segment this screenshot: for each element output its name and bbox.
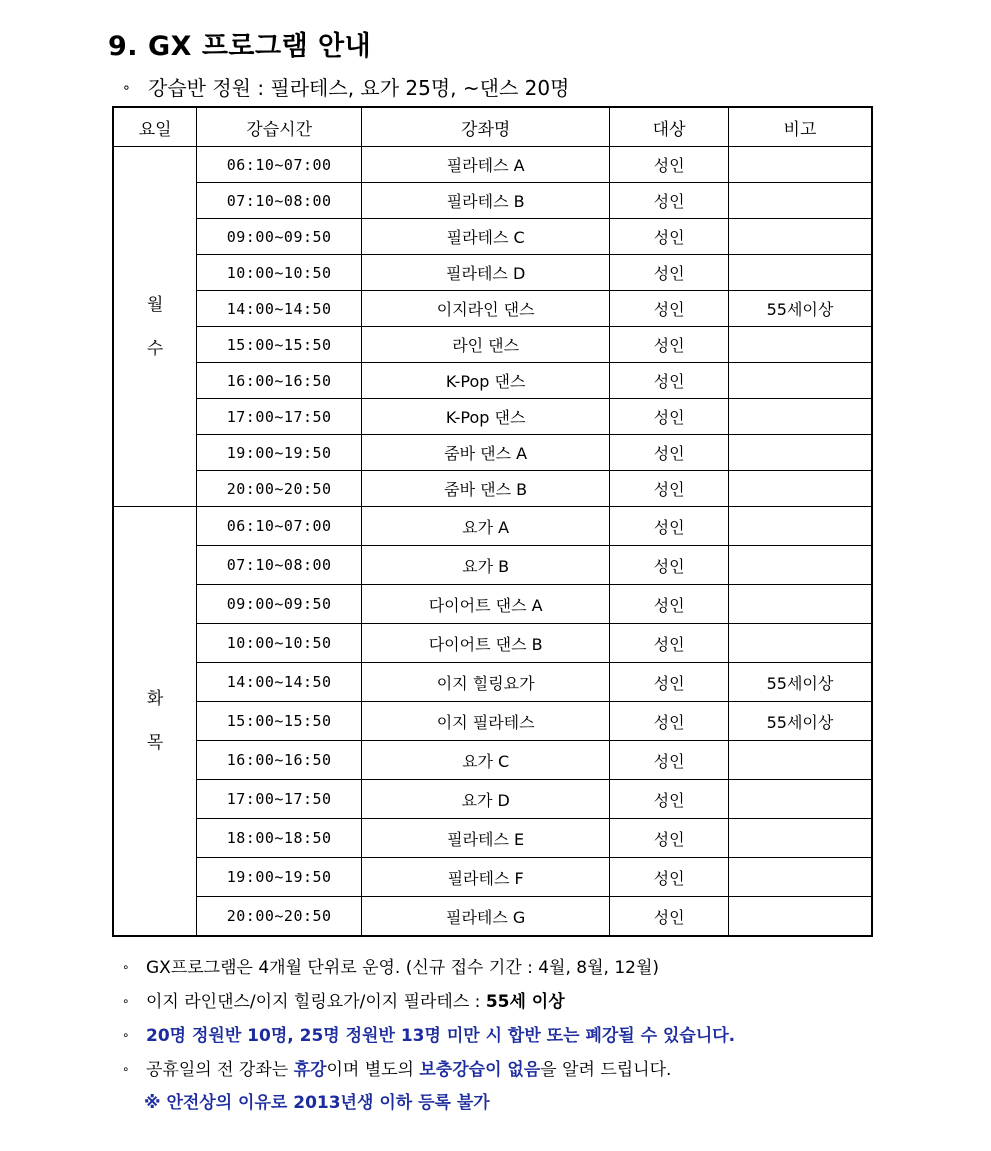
note-holiday-e: 을 알려 드립니다.: [540, 1060, 672, 1080]
time-cell: 15:00~15:50: [197, 327, 362, 363]
target-cell: 성인: [610, 858, 729, 897]
target-cell: 성인: [610, 702, 729, 741]
course-cell: 요가 B: [362, 546, 610, 585]
note-cell: [728, 327, 872, 363]
time-cell: 14:00~14:50: [197, 663, 362, 702]
time-cell: 15:00~15:50: [197, 702, 362, 741]
target-cell: 성인: [610, 147, 729, 183]
note-holiday-closed: 휴강: [293, 1060, 327, 1080]
note-cell: 55세이상: [728, 702, 872, 741]
time-cell: 19:00~19:50: [197, 435, 362, 471]
course-cell: 필라테스 B: [362, 183, 610, 219]
course-cell: 이지라인 댄스: [362, 291, 610, 327]
header-note: 비고: [728, 107, 872, 147]
target-cell: 성인: [610, 507, 729, 546]
note-age-limit: 55세 이상: [485, 992, 565, 1012]
course-cell: 필라테스 G: [362, 897, 610, 937]
note-cell: [728, 255, 872, 291]
table-row: [113, 819, 872, 858]
target-cell: 성인: [610, 219, 729, 255]
note-cell: [728, 435, 872, 471]
capacity-text: 강습반 정원 : 필라테스, 요가 25명, ~댄스 20명: [148, 76, 570, 100]
course-cell: 필라테스 F: [362, 858, 610, 897]
section-heading: 9. GX 프로그램 안내: [108, 31, 372, 62]
day-cell: 화 목: [113, 507, 197, 937]
note-easy-classes-text: 이지 라인댄스/이지 힐링요가/이지 필라테스 :: [146, 992, 486, 1012]
note-cell: [728, 471, 872, 507]
course-cell: 필라테스 E: [362, 819, 610, 858]
header-course: 강좌명: [362, 107, 610, 147]
course-cell: 이지 힐링요가: [362, 663, 610, 702]
target-cell: 성인: [610, 663, 729, 702]
table-row: [113, 741, 872, 780]
time-cell: 06:10~07:00: [197, 507, 362, 546]
table-row: [113, 858, 872, 897]
table-row: [113, 546, 872, 585]
course-cell: 요가 A: [362, 507, 610, 546]
header-target: 대상: [610, 107, 729, 147]
time-cell: 20:00~20:50: [197, 471, 362, 507]
note-cell: 55세이상: [728, 663, 872, 702]
target-cell: 성인: [610, 546, 729, 585]
note-cell: [728, 219, 872, 255]
table-row: [113, 663, 872, 702]
target-cell: 성인: [610, 291, 729, 327]
target-cell: 성인: [610, 741, 729, 780]
note-cell: [728, 147, 872, 183]
target-cell: 성인: [610, 585, 729, 624]
table-row: [113, 780, 872, 819]
time-cell: 18:00~18:50: [197, 819, 362, 858]
notes-list: [122, 950, 735, 1120]
table-row: [113, 585, 872, 624]
note-cell: [728, 585, 872, 624]
course-cell: 요가 C: [362, 741, 610, 780]
time-cell: 07:10~08:00: [197, 546, 362, 585]
time-cell: 06:10~07:00: [197, 147, 362, 183]
target-cell: 성인: [610, 435, 729, 471]
note-cell: [728, 858, 872, 897]
capacity-line: [122, 72, 569, 101]
time-cell: 20:00~20:50: [197, 897, 362, 937]
table-row: [113, 327, 872, 363]
note-merge-warning: [122, 1018, 735, 1052]
course-cell: 줌바 댄스 A: [362, 435, 610, 471]
target-cell: 성인: [610, 399, 729, 435]
note-cell: [728, 546, 872, 585]
target-cell: 성인: [610, 255, 729, 291]
table-row: [113, 183, 872, 219]
note-safety-warning: ※ 안전상의 이유로 2013년생 이하 등록 불가: [144, 1093, 490, 1113]
target-cell: 성인: [610, 471, 729, 507]
course-cell: K-Pop 댄스: [362, 399, 610, 435]
note-cell: [728, 780, 872, 819]
table-body: [113, 147, 872, 937]
course-cell: K-Pop 댄스: [362, 363, 610, 399]
bullet-icon: ∘: [122, 1062, 130, 1076]
time-cell: 17:00~17:50: [197, 399, 362, 435]
time-cell: 19:00~19:50: [197, 858, 362, 897]
course-cell: 필라테스 A: [362, 147, 610, 183]
note-cell: [728, 399, 872, 435]
time-cell: 17:00~17:50: [197, 780, 362, 819]
note-cell: [728, 363, 872, 399]
table-row: [113, 507, 872, 546]
table-row: [113, 624, 872, 663]
course-cell: 다이어트 댄스 B: [362, 624, 610, 663]
table-row: [113, 897, 872, 937]
bullet-icon: ∘: [122, 994, 130, 1008]
note-merge-text: 20명 정원반 10명, 25명 정원반 13명 미만 시 합반 또는 폐강될 수 있습니다.: [146, 1026, 736, 1046]
course-cell: 필라테스 D: [362, 255, 610, 291]
schedule-table: [112, 106, 873, 937]
table-row: [113, 291, 872, 327]
note-operation-text: GX프로그램은 4개월 단위로 운영. (신규 접수 기간 : 4월, 8월, 12월): [146, 958, 660, 978]
note-cell: [728, 897, 872, 937]
target-cell: 성인: [610, 183, 729, 219]
note-easy-classes: [122, 984, 735, 1018]
time-cell: 10:00~10:50: [197, 624, 362, 663]
note-holiday-c: 이며 별도의: [326, 1060, 420, 1080]
note-holiday-a: 공휴일의 전 강좌는: [146, 1060, 294, 1080]
note-cell: [728, 624, 872, 663]
header-time: 강습시간: [197, 107, 362, 147]
table-row: [113, 363, 872, 399]
time-cell: 16:00~16:50: [197, 741, 362, 780]
time-cell: 14:00~14:50: [197, 291, 362, 327]
note-holiday-no-makeup: 보충강습이 없음: [419, 1060, 541, 1080]
table-row: [113, 702, 872, 741]
table-row: [113, 147, 872, 183]
note-cell: 55세이상: [728, 291, 872, 327]
time-cell: 07:10~08:00: [197, 183, 362, 219]
table-row: [113, 399, 872, 435]
time-cell: 16:00~16:50: [197, 363, 362, 399]
note-holiday: [122, 1052, 735, 1086]
note-cell: [728, 507, 872, 546]
target-cell: 성인: [610, 624, 729, 663]
table-row: [113, 471, 872, 507]
course-cell: 라인 댄스: [362, 327, 610, 363]
target-cell: 성인: [610, 363, 729, 399]
bullet-icon: ∘: [122, 960, 130, 974]
target-cell: 성인: [610, 897, 729, 937]
course-cell: 다이어트 댄스 A: [362, 585, 610, 624]
table-row: [113, 255, 872, 291]
time-cell: 09:00~09:50: [197, 585, 362, 624]
day-cell: 월 수: [113, 147, 197, 507]
note-operation: [122, 950, 735, 984]
time-cell: 09:00~09:50: [197, 219, 362, 255]
course-cell: 이지 필라테스: [362, 702, 610, 741]
time-cell: 10:00~10:50: [197, 255, 362, 291]
note-cell: [728, 819, 872, 858]
table-row: [113, 219, 872, 255]
note-cell: [728, 741, 872, 780]
target-cell: 성인: [610, 780, 729, 819]
header-day: 요일: [113, 107, 197, 147]
course-cell: 요가 D: [362, 780, 610, 819]
course-cell: 줌바 댄스 B: [362, 471, 610, 507]
table-header-row: [113, 107, 872, 147]
target-cell: 성인: [610, 819, 729, 858]
target-cell: 성인: [610, 327, 729, 363]
bullet-icon: ∘: [122, 80, 131, 96]
table-row: [113, 435, 872, 471]
course-cell: 필라테스 C: [362, 219, 610, 255]
note-cell: [728, 183, 872, 219]
bullet-icon: ∘: [122, 1028, 130, 1042]
